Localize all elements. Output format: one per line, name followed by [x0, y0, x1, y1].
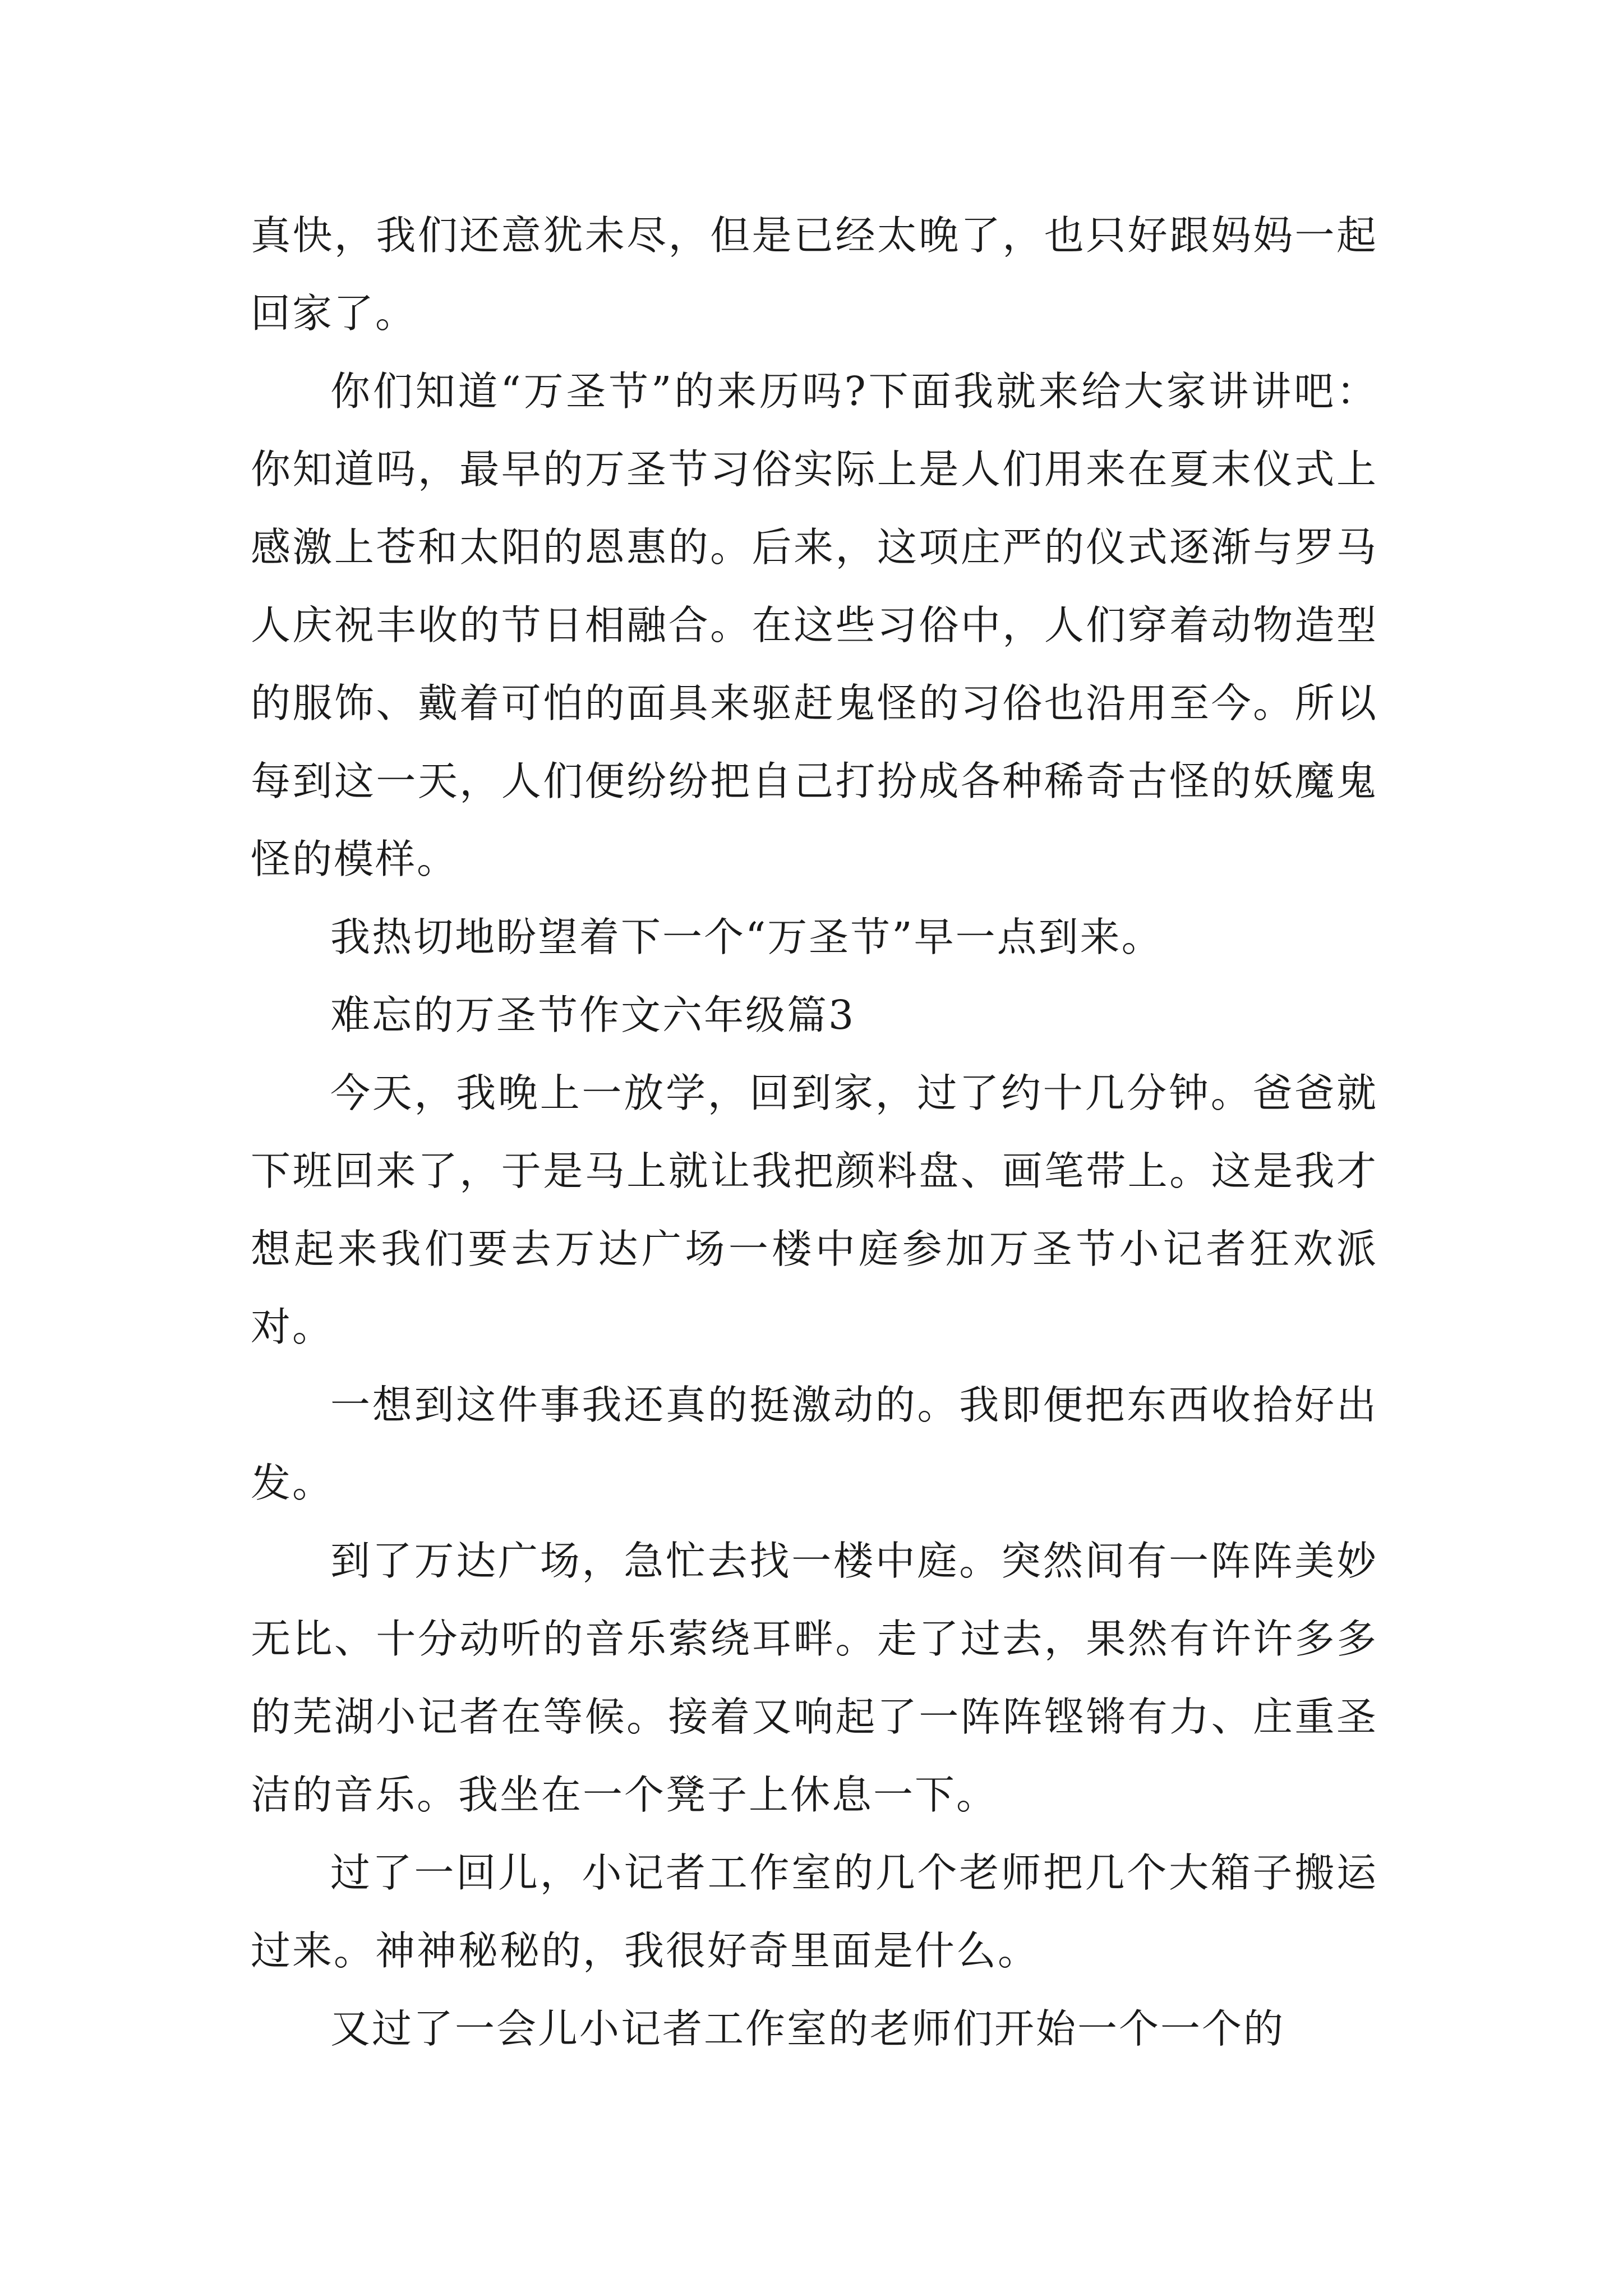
paragraph-1: 真快，我们还意犹未尽，但是已经太晚了，也只好跟妈妈一起回家了。: [251, 212, 1378, 337]
section-heading: 难忘的万圣节作文六年级篇3: [330, 992, 856, 1038]
paragraph-3: 我热切地盼望着下一个“万圣节”早一点到来。: [330, 914, 1163, 960]
paragraph-4: 今天，我晚上一放学，回到家，过了约十几分钟。爸爸就下班回来了，于是马上就让我把颜料盘、画笔带上。这是我才想起来我们要去万达广场一楼中庭参加万圣节小记者狂欢派对。: [251, 1070, 1378, 1350]
paragraph-6: 到了万达广场，急忙去找一楼中庭。突然间有一阵阵美妙无比、十分动听的音乐萦绕耳畔。走了过去，果然有许许多多的芜湖小记者在等候。接着又响起了一阵阵铿锵有力、庄重圣洁的音乐。我坐在一个凳子上休息一下。: [251, 1538, 1378, 1818]
paragraph-5: 一想到这件事我还真的挺激动的。我即便把东西收拾好出发。: [251, 1382, 1378, 1506]
paragraph-7: 过了一回儿，小记者工作室的几个老师把几个大箱子搬运过来。神神秘秘的，我很好奇里面是什么。: [251, 1849, 1378, 1974]
paragraph-2: 你们知道“万圣节”的来历吗?下面我就来给大家讲讲吧：你知道吗，最早的万圣节习俗实际上是人们用来在夏末仪式上感激上苍和太阳的恩惠的。后来，这项庄严的仪式逐渐与罗马人庆祝丰收的节日相融合。在这些习俗中，人们穿着动物造型的服饰、戴着可怕的面具来驱赶鬼怪的习俗也沿用至今。所以每到这一天，人们便纷纷把自己打扮成各种稀奇古怪的妖魔鬼怪的模样。: [251, 368, 1378, 882]
document-body: [251, 196, 1378, 2068]
paragraph-8: 又过了一会儿小记者工作室的老师们开始一个一个的: [330, 2005, 1285, 2052]
